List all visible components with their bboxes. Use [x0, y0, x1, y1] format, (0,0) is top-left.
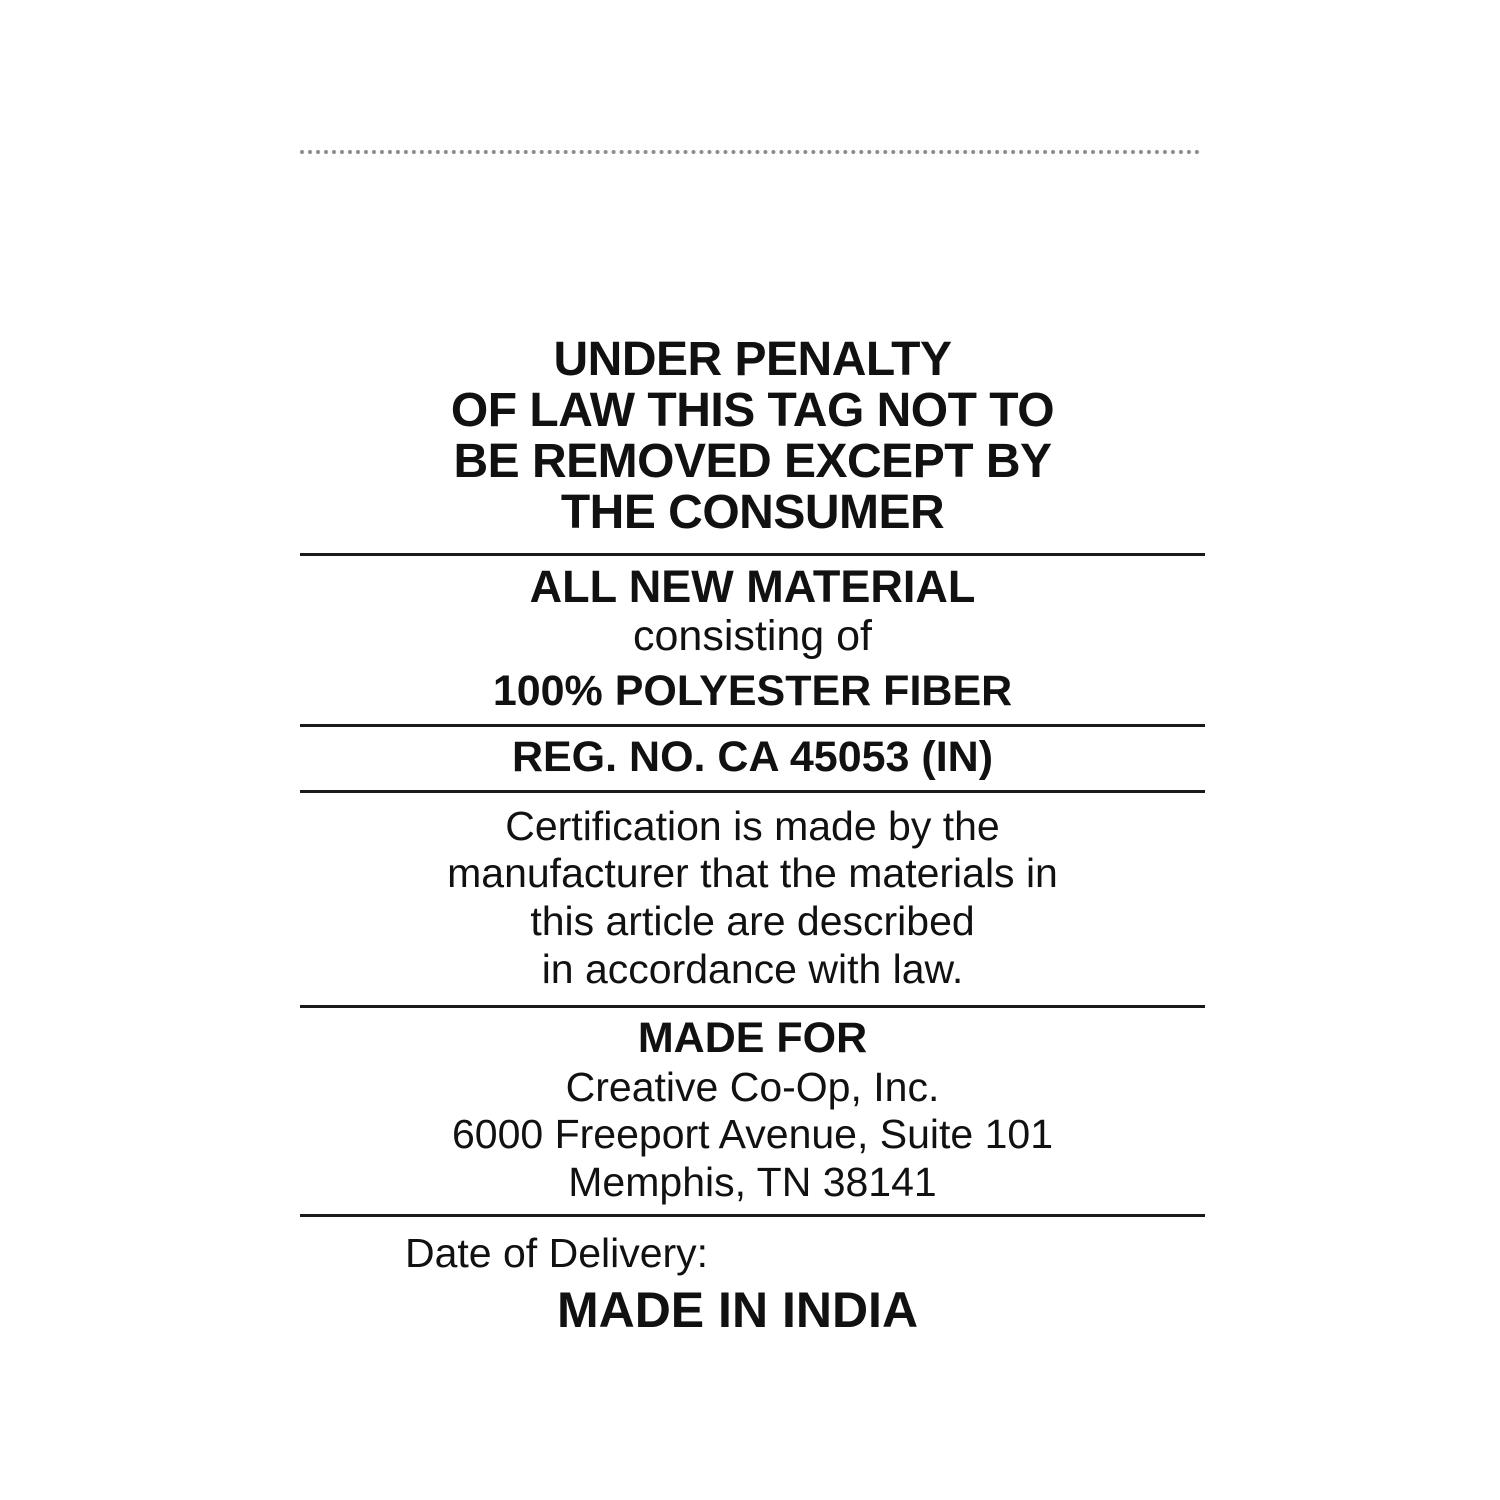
certification-line-4: in accordance with law. — [541, 945, 964, 992]
made-for-section — [300, 1008, 1205, 1214]
company-name: Creative Co-Op, Inc. — [565, 1063, 940, 1110]
date-of-delivery-label: Date of Delivery: — [405, 1230, 709, 1277]
material-fiber-content: 100% POLYESTER FIBER — [492, 666, 1013, 715]
company-street: 6000 Freeport Avenue, Suite 101 — [451, 1111, 1054, 1158]
made-in-country: MADE IN INDIA — [556, 1282, 919, 1339]
penalty-headline — [300, 335, 1205, 553]
company-city-state-zip: Memphis, TN 38141 — [568, 1158, 937, 1205]
registration-number: REG. NO. CA 45053 (IN) — [511, 732, 994, 781]
certification-statement — [300, 793, 1205, 1005]
date-of-delivery-row — [300, 1217, 1205, 1278]
material-section — [300, 556, 1205, 724]
penalty-headline-line-1: UNDER PENALTY — [553, 333, 952, 386]
certification-line-3: this article are described — [530, 898, 975, 945]
material-consisting-label: consisting of — [632, 611, 873, 660]
penalty-headline-line-3: BE REMOVED EXCEPT BY — [453, 434, 1052, 488]
registration-section — [300, 727, 1205, 790]
tag-content — [300, 335, 1205, 1340]
material-heading: ALL NEW MATERIAL — [529, 560, 976, 612]
perforation-tear-line — [300, 150, 1200, 158]
made-for-label: MADE FOR — [637, 1014, 868, 1063]
certification-line-2: manufacturer that the materials in — [447, 850, 1058, 897]
certification-line-1: Certification is made by the — [505, 802, 1000, 849]
penalty-headline-line-4: THE CONSUMER — [560, 485, 945, 539]
penalty-headline-line-2: OF LAW THIS TAG NOT TO — [450, 383, 1055, 437]
